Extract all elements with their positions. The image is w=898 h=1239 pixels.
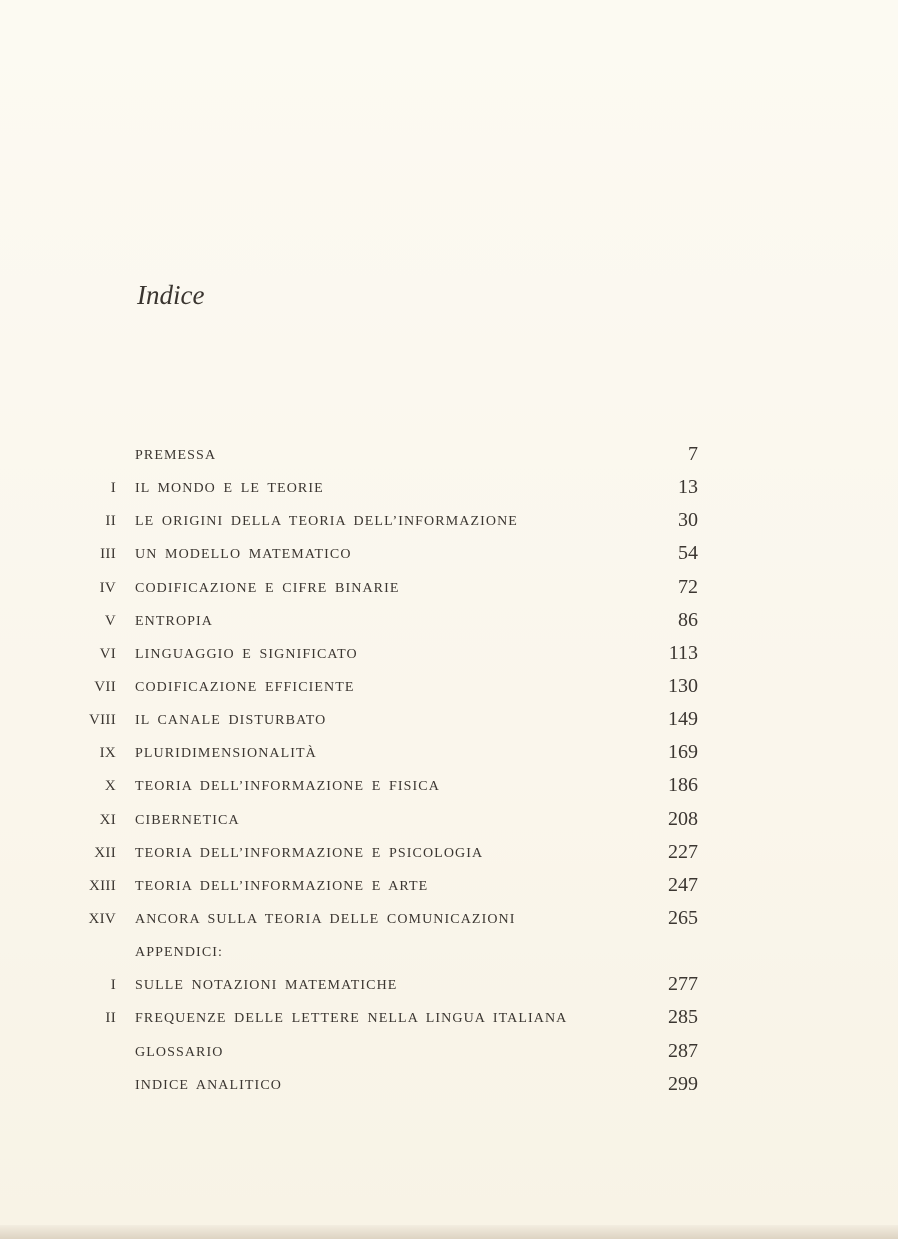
page-number: 169 [668, 741, 698, 764]
toc-entry [0, 540, 898, 573]
chapter-title: UN MODELLO MATEMATICO [135, 547, 352, 563]
chapter-title: APPENDICI: [135, 945, 224, 961]
chapter-number: I [110, 480, 116, 497]
chapter-number: VIII [88, 712, 116, 729]
chapter-title: TEORIA DELL’INFORMAZIONE E ARTE [135, 878, 429, 894]
page-number: 72 [678, 575, 698, 598]
chapter-number: IV [99, 579, 116, 596]
toc-entry [0, 839, 898, 872]
page-number: 7 [688, 443, 698, 465]
chapter-number: IX [99, 745, 116, 762]
page-number: 86 [678, 608, 698, 631]
page-number: 130 [668, 674, 698, 697]
page-bottom-edge [0, 1225, 898, 1239]
chapter-number: XIII [88, 877, 116, 894]
toc-entry [0, 806, 898, 839]
chapter-number: XII [94, 844, 116, 861]
page-number: 287 [668, 1039, 698, 1062]
chapter-title: IL CANALE DISTURBATO [135, 713, 327, 729]
chapter-title: CODIFICAZIONE E CIFRE BINARIE [135, 580, 400, 596]
chapter-title: FREQUENZE DELLE LETTERE NELLA LINGUA ITALIANA [135, 1011, 568, 1027]
page-number: 54 [678, 542, 698, 565]
chapter-title: TEORIA DELL’INFORMAZIONE E PSICOLOGIA [135, 845, 484, 861]
chapter-number: XIV [88, 910, 116, 927]
page-number: 299 [668, 1072, 698, 1095]
toc-entry [0, 1038, 898, 1071]
chapter-title: CODIFICAZIONE EFFICIENTE [135, 679, 355, 695]
page-number: 30 [678, 509, 698, 532]
page-number: 285 [668, 1006, 698, 1029]
chapter-number: I [110, 977, 116, 994]
chapter-number: II [105, 513, 116, 530]
chapter-title: PLURIDIMENSIONALITÀ [135, 746, 317, 762]
chapter-number: III [100, 546, 116, 563]
chapter-title: SULLE NOTAZIONI MATEMATICHE [135, 978, 398, 994]
chapter-title: LINGUAGGIO E SIGNIFICATO [135, 646, 358, 662]
page-number: 265 [668, 906, 698, 929]
chapter-title: ENTROPIA [135, 613, 214, 629]
toc-entry [0, 1071, 898, 1104]
toc-entry [0, 739, 898, 772]
page-number: 186 [668, 774, 698, 797]
page-number: 277 [668, 973, 698, 996]
page-number: 247 [668, 873, 698, 896]
toc-entry [0, 905, 898, 938]
chapter-number: V [104, 612, 116, 629]
toc-entry [0, 1004, 898, 1037]
chapter-title: INDICE ANALITICO [135, 1077, 282, 1093]
page-number: 227 [668, 840, 698, 863]
page-number: 208 [668, 807, 698, 830]
toc-entry [0, 673, 898, 706]
chapter-title: TEORIA DELL’INFORMAZIONE E FISICA [135, 779, 440, 795]
chapter-number: VI [99, 645, 116, 662]
page-number: 13 [678, 476, 698, 499]
chapter-number: XI [99, 811, 116, 828]
chapter-title: ANCORA SULLA TEORIA DELLE COMUNICAZIONI [135, 911, 516, 927]
chapter-title: LE ORIGINI DELLA TEORIA DELL’INFORMAZIONE [135, 514, 518, 530]
page-number: 149 [668, 708, 698, 731]
toc-entry [0, 706, 898, 739]
toc-entry [0, 938, 898, 971]
toc-entry [0, 507, 898, 540]
chapter-title: PREMESSA [135, 448, 217, 463]
chapter-title: IL MONDO E LE TEORIE [135, 481, 324, 497]
toc-entry [0, 640, 898, 673]
toc-entry [0, 772, 898, 805]
toc-entry [0, 441, 898, 474]
chapter-number: VII [94, 678, 116, 695]
toc-entry [0, 971, 898, 1004]
toc-entry [0, 474, 898, 507]
page-number: 113 [668, 641, 698, 664]
chapter-number: II [105, 1010, 116, 1027]
toc-entry [0, 872, 898, 905]
toc-entry [0, 607, 898, 640]
table-of-contents [0, 441, 898, 1104]
chapter-number: X [104, 778, 116, 795]
chapter-title: GLOSSARIO [135, 1044, 224, 1060]
toc-entry [0, 574, 898, 607]
page-title: Indice [137, 280, 205, 310]
chapter-title: CIBERNETICA [135, 812, 240, 828]
